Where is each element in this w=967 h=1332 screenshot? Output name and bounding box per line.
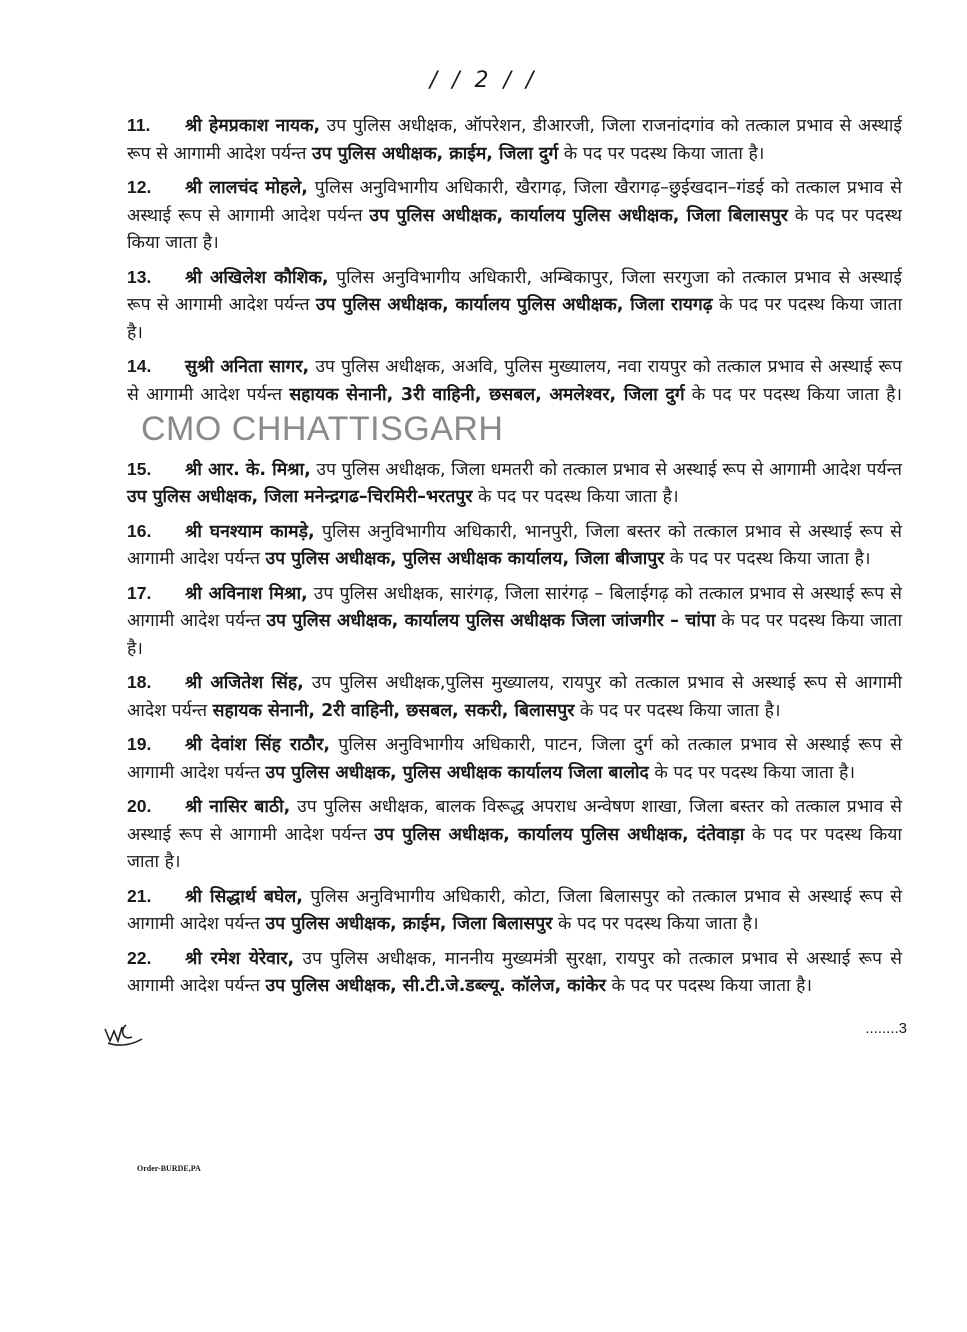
current-post: उप पुलिस अधीक्षक, ऑपरेशन, डीआरजी, जिला राजनांदगांव को तत्काल प्रभाव से अस्थाई रूप से आगामी आदेश पर्यन्त [127,116,902,164]
current-post: उप पुलिस अधीक्षक,पुलिस मुख्यालय, रायपुर को तत्काल प्रभाव से अस्थाई रूप से आगामी आदेश पर्यन्त [127,673,902,721]
item-number: 18. [127,672,152,692]
current-post: उप पुलिस अधीक्षक, सारंगढ़, जिला सारंगढ़ – बिलाईगढ़ को तत्काल प्रभाव से अस्थाई रूप से आगामी आदेश पर्यन्त [127,583,902,631]
officer-name: श्री रमेश येरेवार, [185,948,295,969]
order-item [127,580,902,664]
order-suffix: के पद पर पदस्थ किया जाता है। [664,549,871,569]
new-posting: उप पुलिस अधीक्षक, क्राईम, जिला बिलासपुर [265,914,553,934]
order-item [127,731,902,787]
new-posting: उप पुलिस अधीक्षक, क्राईम, जिला दुर्ग [311,143,559,164]
new-posting: उप पुलिस अधीक्षक, जिला मनेन्द्रगढ–चिरमिरी–भरतपुर [127,487,473,507]
new-posting: सहायक सेनानी, 3री वाहिनी, छसबल, अमलेश्वर, जिला दुर्ग [289,384,685,405]
new-posting: उप पुलिस अधीक्षक, सी.टी.जे.डब्ल्यू. कॉलेज, कांकेर [265,976,606,996]
order-suffix: के पद पर पदस्थ किया जाता है। [552,914,759,934]
item-number: 12. [127,177,152,197]
order-suffix: के पद पर पदस्थ किया जाता है। [605,976,813,996]
order-item [127,456,902,512]
officer-name: श्री आर. के. मिश्रा, [185,459,311,480]
current-post: उप पुलिस अधीक्षक, जिला धमतरी को तत्काल प्रभाव से अस्थाई रूप से आगामी आदेश पर्यन्त [310,459,902,480]
new-posting: उप पुलिस अधीक्षक, कार्यालय पुलिस अधीक्षक, दंतेवाड़ा [374,824,745,845]
footer-reference: Order-BURDE,PA [137,1163,201,1173]
item-number: 20. [127,796,152,816]
order-suffix: के पद पर पदस्थ किया जाता है। [127,611,902,659]
order-item [127,174,902,258]
current-post: पुलिस अनुविभागीय अधिकारी, कोटा, जिला बिलासपुर को तत्काल प्रभाव से अस्थाई रूप से आगामी आदेश पर्यन्त [127,886,903,934]
new-posting: सहायक सेनानी, 2री वाहिनी, छसबल, सकरी, बिलासपुर [212,700,575,721]
order-suffix: के पद पर पदस्थ किया जाता है। [472,487,679,507]
new-posting: उप पुलिस अधीक्षक, पुलिस अधीक्षक कार्यालय, जिला बीजापुर [265,549,665,569]
item-number: 22. [127,947,152,968]
item-number: 11. [127,115,151,135]
new-posting: उप पुलिस अधीक्षक, कार्यालय पुलिस अधीक्षक, जिला रायगढ़ [315,295,713,315]
signature-row [102,1019,907,1053]
order-item [127,945,902,1001]
order-suffix: के पद पर पदस्थ किया जाता है। [558,143,765,164]
officer-name: श्री अविनाश मिश्रा, [185,583,308,604]
item-number: 14. [127,356,152,376]
current-post: पुलिस अनुविभागीय अधिकारी, अम्बिकापुर, जिला सरगुजा को तत्काल प्रभाव से अस्थाई रूप से आगामी आदेश पर्यन्त [127,267,902,315]
officer-name: श्री घनश्याम कामड़े, [185,521,315,542]
item-number: 16. [127,520,152,541]
officer-name: श्री देवांश सिंह राठौर, [185,735,331,755]
page-number: / / 2 / / [429,68,538,93]
current-post: उप पुलिस अधीक्षक, बालक विरूद्ध अपराध अन्वेषण शाखा, जिला बस्तर को तत्काल प्रभाव से अस्थाई रूप से आगामी आदेश पर्यन्त [127,797,902,845]
officer-name: श्री नासिर बाठी, [185,797,291,817]
signature-initials [102,1019,146,1053]
officer-name: श्री अखिलेश कौशिक, [185,267,329,288]
order-item [127,793,902,877]
order-item [127,264,902,348]
order-suffix: के पद पर पदस्थ किया जाता है। [127,205,902,253]
order-item [127,112,902,168]
new-posting: उप पुलिस अधीक्षक, पुलिस अधीक्षक कार्यालय जिला बालोद [265,762,649,783]
order-item [127,669,902,725]
watermark: CMO CHHATTISGARH [141,410,504,448]
item-number: 17. [127,582,152,603]
item-number: 19. [127,734,152,754]
current-post: पुलिस अनुविभागीय अधिकारी, पाटन, जिला दुर्ग को तत्काल प्रभाव से अस्थाई रूप से आगामी आदेश पर्यन्त [127,735,902,783]
order-item [127,883,902,939]
officer-name: श्री लालचंद मोहले, [185,178,308,198]
order-suffix: के पद पर पदस्थ किया जाता है। [574,700,781,721]
current-post: उप पुलिस अधीक्षक, अअवि, पुलिस मुख्यालय, नवा रायपुर को तत्काल प्रभाव से अस्थाई रूप से आगामी आदेश पर्यन्त [127,357,902,405]
continuation-marker: ........3 [865,1019,907,1037]
officer-name: श्री सिद्धार्थ बघेल, [185,886,303,907]
current-post: पुलिस अनुविभागीय अधिकारी, खैरागढ़, जिला खैरागढ़–छुईखदान–गंडई को तत्काल प्रभाव से अस्थाई रूप से आगामी आदेश पर्यन्त [127,178,902,226]
current-post: पुलिस अनुविभागीय अधिकारी, भानपुरी, जिला बस्तर को तत्काल प्रभाव से अस्थाई रूप से आगामी आदेश पर्यन्त [127,521,902,569]
item-number: 13. [127,266,152,287]
order-item [127,518,902,574]
order-items [127,112,902,1001]
order-suffix: के पद पर पदस्थ किया जाता है। [648,762,855,783]
item-number: 15. [127,458,152,479]
officer-name: सुश्री अनिता सागर, [185,357,310,377]
order-suffix: के पद पर पदस्थ किया जाता है। [127,824,902,872]
officer-name: श्री हेमप्रकाश नायक, [185,116,321,136]
order-suffix: के पद पर पदस्थ किया जाता है। [684,384,903,405]
officer-name: श्री अजितेश सिंह, [185,673,304,693]
order-suffix: के पद पर पदस्थ किया जाता है। [127,295,902,343]
new-posting: उप पुलिस अधीक्षक, कार्यालय पुलिस अधीक्षक, जिला बिलासपुर [369,205,788,226]
new-posting: उप पुलिस अधीक्षक, कार्यालय पुलिस अधीक्षक जिला जांजगीर – चांपा [266,611,716,631]
current-post: उप पुलिस अधीक्षक, माननीय मुख्यमंत्री सुरक्षा, रायपुर को तत्काल प्रभाव से अस्थाई रूप से आगामी आदेश पर्यन्त [127,948,902,996]
order-item [127,353,902,450]
item-number: 21. [127,885,152,906]
